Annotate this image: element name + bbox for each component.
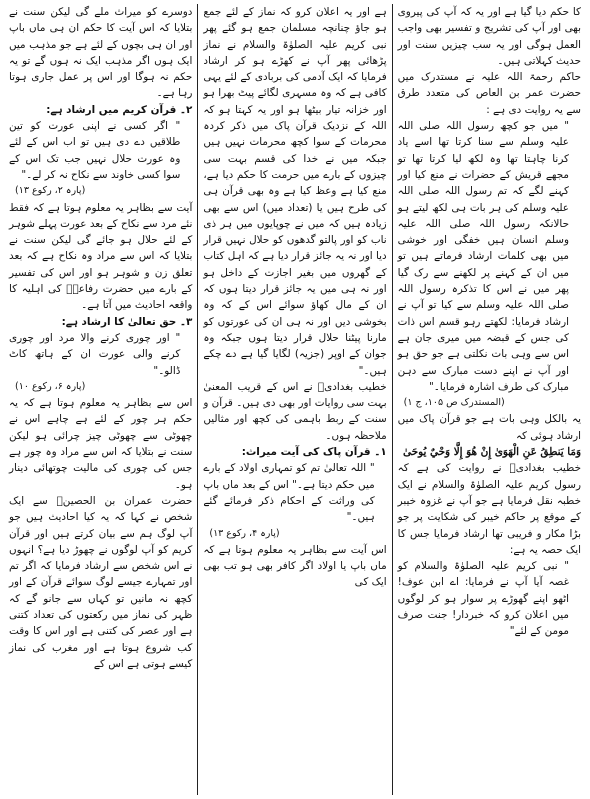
arabic-text: وَمَا يَنطِقُ عَنِ الْهَوَىٰ إِنْ هُوَ إِلَّا وَحْيٌ يُوحَىٰ: [403, 446, 581, 459]
citation: (پارہ ۴، رکوع ۱۳): [209, 527, 280, 539]
paragraph: خطیب بغدادیؒ نے اس کے قریب المعنیٰ بہت سی روایات اور بھی دی ہیں۔ قرآن و سنت کے ربط باہمی کی کچھ اور مثالیں ملاحظہ ہوں۔: [203, 380, 387, 442]
paragraph: اس آیت سے بظاہر یہ معلوم ہوتا ہے کہ ماں باپ یا اولاد اگر کافر بھی ہو تب بھی ایک کی: [203, 543, 387, 589]
heading-text: ۳۔ حق تعالیٰ کا ارشاد ہے:: [61, 315, 193, 328]
text-column-right: [393, 4, 586, 795]
paragraph: اس سے بظاہر یہ معلوم ہوتا ہے کہ یہ حکم ہر چور کے لئے ہے چاہے اس نے چھوٹی سے چھوٹی چیز چرائی ہو لیکن سنت نے بتلایا کہ اس سے مراد وہ چور ہے جس کی چوری کی مالیت چوتھائی دینار ہو۔: [9, 397, 193, 491]
paragraph: خطیب بغدادیؒ نے روایت کی ہے کہ رسول کریم علیہ الصلوٰۃ والسلام نے ایک خطبہ نقل فرمایا ہے جو آپ نے غزوہ خیبر کے موقع پر حاکم خیبر کی شکایت پر جو بڑا مکار و فریبی تھا ارشاد فرمایا جس کا ایک حصہ یہ ہے:: [397, 462, 581, 556]
paragraph: ہے اور یہ اعلان کرو کہ نماز کے لئے جمع ہو جاؤ چنانچہ مسلمان جمع ہو گئے پھر نبی کریم علیہ الصلوٰۃ والسلام نے نماز پڑھائی پھر آپ نے کھڑے ہو کر ارشاد فرمایا کہ ایک آدمی کی بربادی کے لئے یہی کافی ہے کہ وہ مسہری لگائے پیٹ بھرا ہو اور خزانہ تیار بیٹھا ہو اور یہ کہتا ہو کہ اللہ کے نزدیک قرآن پاک میں ذکر کردہ محرمات کے سوا کچھ محرمات نہیں ہیں جبکہ میں نے خدا کی قسم بہت سی چیزوں کے بارے میں حرمت کا حکم دیا ہے، منع کیا ہے وعظ کیا ہے وہ بھی قرآن ہی کی طرح ہیں یا (تعداد میں) اس سے بھی زیادہ ہیں کہ میں نے چوپایوں میں ہر ذی ناب کو اور پالتو گدھوں کو حلال نہیں قرار دیا اور نہ یہ جائز قرار دیا ہے کہ اہل کتاب کے گھروں میں بغیر اجازت کے داخل ہو اور نہ ہی میں یہ جائز قرار دیتا ہوں کہ ان کے مال کھاؤ سوائے اس کے کہ وہ بخوشی دیں اور نہ ہی ان کی عورتوں کو مارنا پیٹنا حلال قرار دیتا ہوں جبکہ وہ جوان کے اوپر (جزیہ) لگایا گیا ہے دے چکے ہیں۔": [203, 6, 387, 377]
quote-text: " اور چوری کرنے والا مرد اور چوری کرنے والی عورت ان کے ہاتھ کاٹ ڈالو۔": [9, 331, 181, 377]
paragraph: حاکم رحمۃ اللہ علیہ نے مستدرک میں حضرت عمر بن العاص کی متعدد طرق سے یہ روایت دی ہے :: [397, 71, 581, 116]
quote-text: " نبی کریم علیہ الصلوٰۃ والسلام کو غصہ آیا آپ نے فرمایا: اے ابن عوف! اٹھو اپنے گھوڑے پر سوار ہو کر لوگوں میں اعلان کرو کہ خبردار! جنت صرف مومن کے لئے": [397, 560, 569, 638]
quote-text: " میں جو کچھ رسول اللہ صلی اللہ علیہ وسلم سے سنا کرتا تھا اسے یاد کرنا چاہتا تھا وہ لکھ لیا کرتا تھا تو مجھے قریش کے حضرات نے منع کیا اور کہنے لگے کہ تم رسول اللہ صلی اللہ علیہ وسلم کی ہر بات ہی لکھ لیتے ہو حالانکہ رسول اللہ صلی اللہ علیہ وسلم انسان ہیں خفگی اور خوشی میں بھی کلمات ارشاد فرماتے ہیں تو میں ان کے کہنے پر لکھنے سے رک گیا پھر میں نے اس کا تذکرہ رسول اللہ صلی اللہ علیہ وسلم سے کیا تو آپ نے ارشاد فرمایا: لکھتے رہو قسم اس ذات کی جس کے قبضہ میں میری جان ہے اس سے وہی بات نکلتی ہے جو حق ہو اور آپ نے اپنے دست مبارک سے دہن مبارک کی طرف اشارہ فرمایا۔": [397, 120, 569, 393]
heading-text: ۱۔ قرآن پاک کی آیت میراث:: [241, 446, 387, 459]
quote-text: " اللہ تعالیٰ تم کو تمہاری اولاد کے بارے میں حکم دیتا ہے۔" اس کے بعد ماں باپ کی وراثت کے احکام ذکر فرمائے گئے ہیں۔": [203, 462, 375, 524]
citation: (المستدرک ص ۱۰۵، ج ۱): [403, 397, 505, 409]
paragraph: کا حکم دیا گیا ہے اور یہ کہ آپ کی پیروی بھی اور آپ کی تشریح و تفسیر بھی واجب العمل ہوگی اور یہ سب چیزیں سنت اور حدیث کہلاتی ہیں۔: [397, 6, 581, 67]
paragraph: یہ بالکل وہی بات ہے جو قرآن پاک میں ارشاد ہوئی کہ: [397, 413, 581, 442]
citation: (پارہ ۲، رکوع ۱۳): [15, 185, 86, 197]
paragraph: حضرت عمران بن الحصینؓ سے ایک شخص نے کہا کہ یہ کیا احادیث ہیں جو آپ لوگ ہم سے بیان کرتے ہیں اور قرآن کریم کو آپ لوگوں نے چھوڑ دیا ہے؟ انہوں نے اس شخص سے ارشاد فرمایا کہ اگر تم اور تمہارے جیسے لوگ سوائے قرآن کے اور کچھ نہ مانیں تو کہاں سے جانو گے کہ ظہر کی نماز میں رکعتوں کی تعداد کتنی ہے اور عصر کی کتنی ہے اور اس کا وقت کب شروع ہوتا ہے اور مغرب کی نماز کیسے ہوتی ہے اس کے: [9, 494, 193, 670]
text-column-left: [4, 4, 197, 795]
quote-text: " اگر کسی نے اپنی عورت کو تین طلاقیں دے دی ہیں تو اب اس کے لئے وہ عورت حلال نہیں جب تک اس کے سوا کسی خاوند سے نکاح نہ کر لے۔": [9, 120, 181, 181]
text-column-middle: [198, 4, 391, 795]
paragraph: آیت سے بظاہر یہ معلوم ہوتا ہے کہ فقط نئے مرد سے نکاح کے بعد عورت پہلے شوہر کے لئے حلال ہو جائے گی لیکن سنت نے بتلایا کہ اس سے مراد وہ نکاح ہے کہ بعد تعلق زن و شوہر ہو اور اس کی تفسیر کے بارے میں حضرت رفاعہؓ کی اہلیہ کا واقعہ احادیث میں آتا ہے۔: [9, 201, 193, 312]
heading-text: ۲۔ قرآن کریم میں ارشاد ہے:: [46, 103, 193, 116]
paragraph: دوسرے کو میراث ملے گی لیکن سنت نے بتلایا کہ اس آیت کا حکم ان ہی ماں باپ اور ان ہی بچوں کے لئے ہے جو مذہب میں ایک ہوں اگر مذہب ایک نہ ہوں گے تو یہ حکم نہ ہوگا اور اس پر عمل جاری ہوتا رہا ہے۔: [9, 6, 193, 100]
citation: (پارہ ۶، رکوع ۱۰): [15, 380, 86, 392]
